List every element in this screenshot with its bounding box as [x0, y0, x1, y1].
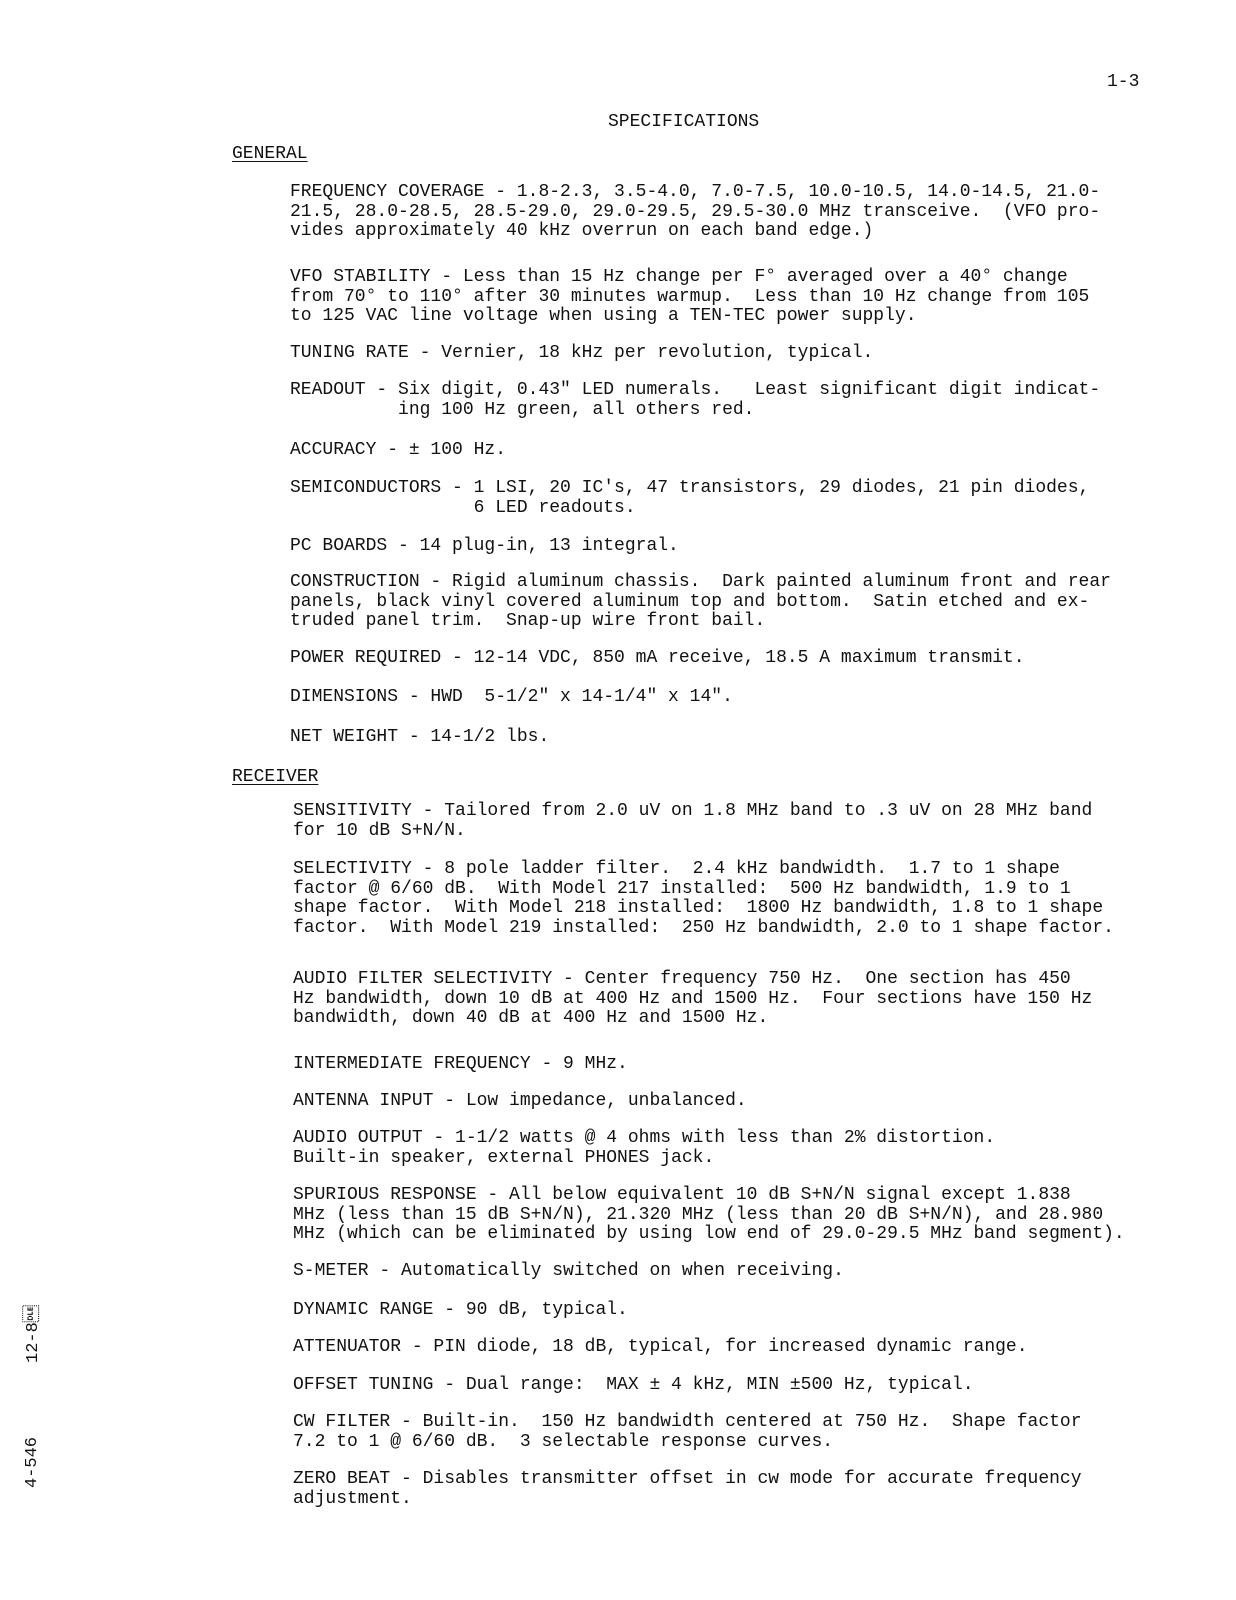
spec-line: MHz (less than 15 dB S+N/N), 21.320 MHz (less than 20 dB S+N/N), and 28.980	[293, 1204, 1104, 1225]
spec-line: PC BOARDS - 14 plug-in, 13 integral.	[290, 536, 679, 556]
spec-item	[290, 728, 549, 748]
section-heading-general: GENERAL	[232, 144, 308, 164]
spec-line: Built-in speaker, external PHONES jack.	[293, 1147, 715, 1168]
spec-line: NET WEIGHT - 14-1/2 lbs.	[290, 727, 550, 747]
spec-item	[290, 537, 679, 557]
spec-line: 7.2 to 1 @ 6/60 dB. 3 selectable response curves.	[293, 1431, 834, 1452]
spec-item	[290, 688, 733, 708]
spec-item	[290, 344, 873, 364]
spec-line: bandwidth, down 40 dB at 400 Hz and 1500 Hz.	[293, 1008, 769, 1028]
spec-line: truded panel trim. Snap-up wire front bail.	[290, 611, 766, 631]
spec-item	[293, 802, 1092, 841]
spec-line: ing 100 Hz green, all others red.	[290, 399, 755, 420]
spec-line: AUDIO FILTER SELECTIVITY - Center frequency 750 Hz. One section has 450	[293, 969, 1071, 989]
spec-line: MHz (which can be eliminated by using low end of 29.0-29.5 MHz band segment).	[293, 1224, 1125, 1244]
spec-item	[293, 1186, 1125, 1245]
spec-item	[293, 1338, 1028, 1358]
spec-line: factor @ 6/60 dB. With Model 217 installed: 500 Hz bandwidth, 1.9 to 1	[293, 878, 1071, 899]
spec-line: 6 LED readouts.	[290, 497, 636, 518]
spec-line: READOUT - Six digit, 0.43" LED numerals. Least significant digit indicat-	[290, 380, 1101, 400]
spec-line: adjustment.	[293, 1488, 412, 1509]
spec-line: shape factor. With Model 218 installed: 1800 Hz bandwidth, 1.8 to 1 shape	[293, 898, 1104, 918]
spec-line: ATTENUATOR - PIN diode, 18 dB, typical, for increased dynamic range.	[293, 1337, 1028, 1357]
spec-item	[293, 860, 1114, 938]
spec-item	[293, 1055, 628, 1075]
spec-line: panels, black vinyl covered aluminum top and bottom. Satin etched and ex-	[290, 591, 1090, 612]
spec-item	[290, 183, 1100, 242]
spec-line: POWER REQUIRED - 12-14 VDC, 850 mA receive, 18.5 A maximum transmit.	[290, 648, 1025, 668]
spec-line: ACCURACY - ± 100 Hz.	[290, 440, 507, 460]
spec-line: FREQUENCY COVERAGE - 1.8-2.3, 3.5-4.0, 7.0-7.5, 10.0-10.5, 14.0-14.5, 21.0-	[290, 182, 1101, 202]
spec-line: factor. With Model 219 installed: 250 Hz bandwidth, 2.0 to 1 shape factor.	[293, 917, 1114, 938]
spec-item	[293, 1470, 1082, 1509]
margin-note-form-number: 4-546	[23, 1436, 42, 1488]
spec-line: SEMICONDUCTORS - 1 LSI, 20 IC's, 47 transistors, 29 diodes, 21 pin diodes,	[290, 478, 1090, 498]
spec-item	[290, 649, 1025, 669]
spec-line: SENSITIVITY - Tailored from 2.0 uV on 1.8 MHz band to .3 uV on 28 MHz band	[293, 801, 1093, 821]
spec-line: INTERMEDIATE FREQUENCY - 9 MHz.	[293, 1054, 628, 1074]
spec-item	[290, 573, 1111, 632]
spec-line: ANTENNA INPUT - Low impedance, unbalanced.	[293, 1091, 747, 1111]
spec-item	[293, 1413, 1082, 1452]
spec-item	[290, 441, 506, 461]
spec-item	[290, 479, 1089, 518]
spec-line: SELECTIVITY - 8 pole ladder filter. 2.4 kHz bandwidth. 1.7 to 1 shape	[293, 859, 1060, 879]
spec-line: DYNAMIC RANGE - 90 dB, typical.	[293, 1300, 628, 1320]
margin-note-date: 12-8	[24, 1305, 43, 1363]
spec-line: 21.5, 28.0-28.5, 28.5-29.0, 29.0-29.5, 29.5-30.0 MHz transceive. (VFO pro-	[290, 201, 1101, 222]
spec-line: vides approximately 40 kHz overrun on each band edge.)	[290, 221, 874, 241]
spec-line: CW FILTER - Built-in. 150 Hz bandwidth centered at 750 Hz. Shape factor	[293, 1412, 1082, 1432]
spec-line: for 10 dB S+N/N.	[293, 820, 466, 841]
spec-item	[290, 381, 1100, 420]
spec-line: DIMENSIONS - HWD 5-1/2" x 14-1/4" x 14".	[290, 687, 733, 707]
spec-line: S-METER - Automatically switched on when receiving.	[293, 1261, 844, 1281]
spec-item	[293, 1092, 747, 1112]
spec-item	[293, 1376, 974, 1396]
spec-line: ZERO BEAT - Disables transmitter offset in cw mode for accurate frequency	[293, 1469, 1082, 1489]
spec-line: AUDIO OUTPUT - 1-1/2 watts @ 4 ohms with less than 2% distortion.	[293, 1128, 996, 1148]
spec-line: SPURIOUS RESPONSE - All below equivalent 10 dB S+N/N signal except 1.838	[293, 1185, 1071, 1205]
spec-line: CONSTRUCTION - Rigid aluminum chassis. Dark painted aluminum front and rear	[290, 572, 1111, 592]
spec-line: from 70° to 110° after 30 minutes warmup. Less than 10 Hz change from 105	[290, 286, 1090, 307]
spec-line: TUNING RATE - Vernier, 18 kHz per revolution, typical.	[290, 343, 874, 363]
section-heading-receiver: RECEIVER	[232, 767, 319, 787]
spec-line: to 125 VAC line voltage when using a TEN-TEC power supply.	[290, 306, 917, 326]
spec-line: Hz bandwidth, down 10 dB at 400 Hz and 1500 Hz. Four sections have 150 Hz	[293, 988, 1093, 1009]
spec-line: VFO STABILITY - Less than 15 Hz change per F° averaged over a 40° change	[290, 267, 1068, 287]
spec-item	[293, 970, 1092, 1029]
spec-line: OFFSET TUNING - Dual range: MAX ± 4 kHz, MIN ±500 Hz, typical.	[293, 1375, 974, 1395]
spec-item	[293, 1262, 844, 1282]
page-title: SPECIFICATIONS	[608, 112, 760, 132]
spec-item	[290, 268, 1089, 327]
spec-item	[293, 1129, 995, 1168]
page-number: 1-3	[1107, 72, 1140, 92]
spec-item	[293, 1301, 628, 1321]
